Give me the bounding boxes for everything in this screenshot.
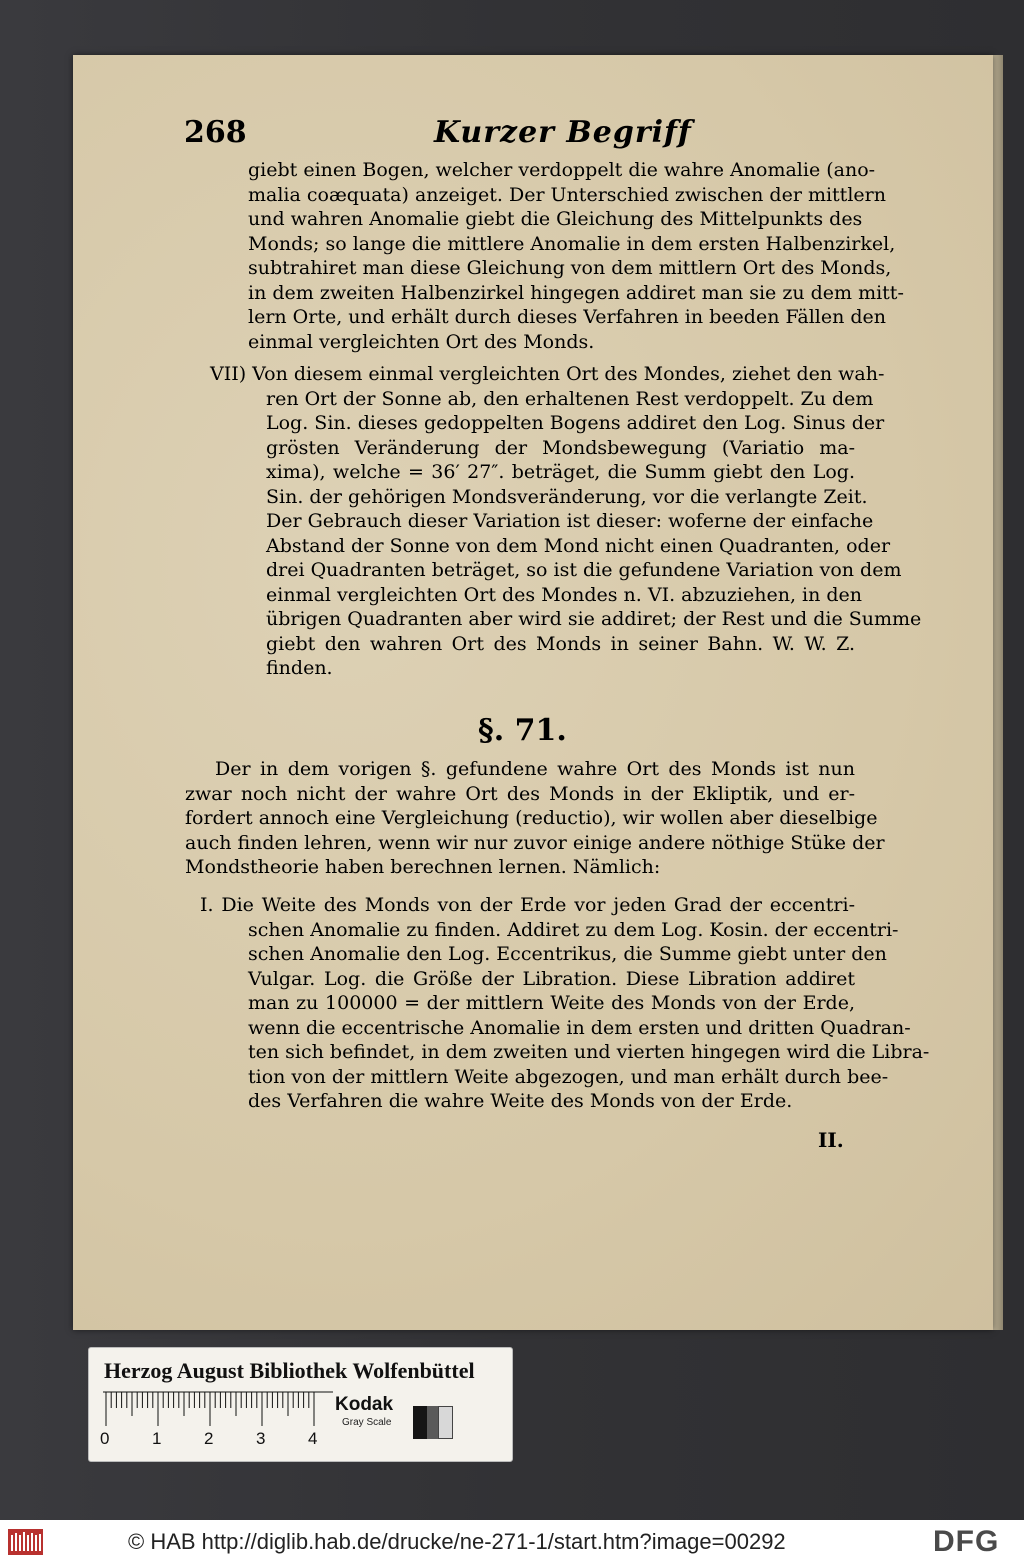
text-line: fordert annoch eine Vergleichung (reductio), wir wollen aber dieselbige: [185, 807, 878, 829]
running-title: Kurzer Begriff: [434, 115, 692, 150]
text-line: lern Orte, und erhält durch dieses Verfahren in beeden Fällen den: [248, 306, 887, 328]
gray-swatch-light: [438, 1406, 453, 1439]
text-line: auch finden lehren, wenn wir nur zuvor einige andere nöthige Stüke der: [185, 831, 885, 854]
text-line: zwar noch nicht der wahre Ort des Monds in der Ekliptik, und er-: [185, 782, 855, 805]
paragraph-anomalie: [248, 158, 904, 354]
ruler-icon: [103, 1392, 333, 1432]
text-line: und wahren Anomalie giebt die Gleichung des Mittelpunkts des: [248, 208, 863, 230]
text-line: Sin. der gehörigen Mondsveränderung, vor die verlangte Zeit.: [266, 485, 868, 508]
page-number: 268: [184, 115, 247, 150]
text-line: Mondstheorie haben berechnen lernen. Nämlich:: [185, 856, 661, 878]
text-line: einmal vergleichten Ort des Monds.: [248, 330, 595, 353]
text-line: ren Ort der Sonne ab, den erhaltenen Rest verdoppelt. Zu dem: [266, 387, 874, 410]
library-color-card: [88, 1347, 513, 1462]
text-line: wenn die eccentrische Anomalie in dem ersten und dritten Quadran-: [248, 1016, 911, 1039]
text-line: in dem zweiten Halbenzirkel hingegen addiret man sie zu dem mitt-: [248, 281, 904, 304]
text-line: schen Anomalie zu finden. Addiret zu dem Log. Kosin. der eccentri-: [248, 918, 899, 941]
text-line: grösten Veränderung der Mondsbewegung (Variatio ma-: [266, 436, 855, 459]
dfg-logo: DFG: [933, 1525, 1000, 1558]
footer-bar: [0, 1520, 1024, 1565]
text-line: I. Die Weite des Monds von der Erde vor jeden Grad der eccentri-: [200, 894, 855, 916]
text-line: VII) Von diesem einmal vergleichten Ort des Mondes, ziehet den wah-: [210, 363, 885, 385]
catchword: II.: [818, 1128, 844, 1152]
text-line: des Verfahren die wahre Weite des Monds von der Erde.: [248, 1090, 793, 1112]
text-line: Der Gebrauch dieser Variation ist dieser: woferne der einfache: [266, 510, 874, 532]
ruler-number: 2: [204, 1429, 214, 1448]
text-line: drei Quadranten beträget, so ist die gefundene Variation von dem: [266, 559, 902, 581]
text-line: übrigen Quadranten aber wird sie addiret; der Rest und die Summe: [266, 608, 922, 630]
text-line: man zu 100000 = der mittlern Weite des Monds von der Erde,: [248, 992, 855, 1014]
text-line: giebt einen Bogen, welcher verdoppelt die wahre Anomalie (ano-: [248, 159, 876, 181]
page-edge: [993, 55, 1003, 1330]
gray-scale-label: Gray Scale: [342, 1417, 392, 1428]
text-line: malia coæquata) anzeiget. Der Unterschied zwischen der mittlern: [248, 183, 886, 206]
paragraph-vii: [210, 362, 922, 681]
text-line: Log. Sin. dieses gedoppelten Bogens addiret den Log. Sinus der: [266, 412, 885, 434]
text-line: einmal vergleichten Ort des Mondes n. VI. abzuziehen, in den: [266, 583, 863, 606]
gray-swatch-dark: [413, 1406, 427, 1439]
hab-logo-icon: [8, 1529, 43, 1555]
text-line: tion von der mittlern Weite abgezogen, und man erhält durch bee-: [248, 1065, 889, 1088]
kodak-logo: Kodak: [335, 1394, 394, 1415]
library-name: Herzog August Bibliothek Wolfenbüttel: [104, 1358, 475, 1383]
gray-swatch-mid: [427, 1406, 438, 1439]
section-heading: §. 71.: [478, 713, 567, 748]
text-line: Monds; so lange die mittlere Anomalie in dem ersten Halbenzirkel,: [248, 232, 896, 255]
ruler-number: 1: [152, 1429, 162, 1448]
ruler-number: 0: [100, 1429, 110, 1448]
text-line: Abstand der Sonne von dem Mond nicht einen Quadranten, oder: [266, 534, 891, 557]
source-url-link[interactable]: © HAB http://diglib.hab.de/drucke/ne-271-1/start.htm?image=00292: [128, 1529, 786, 1554]
text-line: ten sich befindet, in dem zweiten und vierten hingegen wird die Libra-: [248, 1041, 930, 1063]
paragraph-i: [200, 893, 930, 1114]
running-head: [184, 115, 884, 155]
ruler-scale: [97, 1429, 337, 1453]
text-line: subtrahiret man diese Gleichung von dem mittlern Ort des Monds,: [248, 257, 892, 279]
text-line: Der in dem vorigen §. gefundene wahre Ort des Monds ist nun: [215, 758, 855, 780]
text-line: xima), welche = 36′ 27″. beträget, die Summ giebt den Log.: [266, 461, 855, 483]
text-line: schen Anomalie den Log. Eccentrikus, die Summe giebt unter den: [248, 943, 887, 965]
text-line: Vulgar. Log. die Größe der Libration. Diese Libration addiret: [248, 967, 855, 990]
ruler-number: 3: [256, 1429, 266, 1448]
text-line: finden.: [266, 657, 333, 679]
paragraph-section-71: [185, 757, 885, 880]
text-line: giebt den wahren Ort des Monds in seiner Bahn. W. W. Z.: [266, 632, 855, 655]
ruler-number: 4: [308, 1429, 318, 1448]
